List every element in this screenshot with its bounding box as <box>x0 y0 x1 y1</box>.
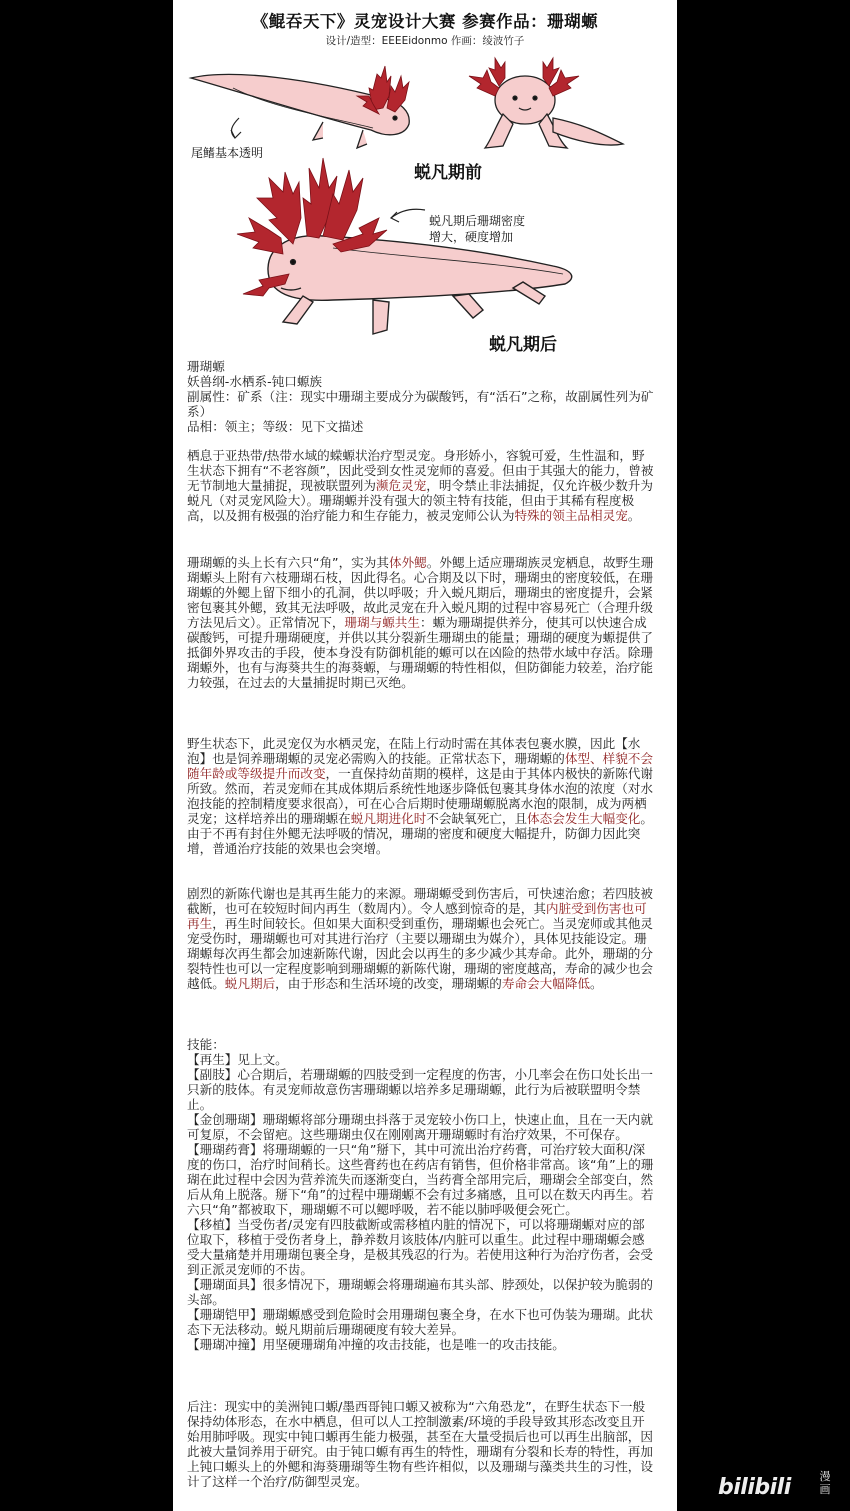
credits-line: 设计/造型：EEEEidonmo 作画：绫波竹子 <box>325 35 525 47</box>
after-label: 蜕凡期后 <box>489 335 557 355</box>
text-run: 。 <box>590 976 603 991</box>
skill-item: 【副肢】心合期后，若珊瑚螈的四肢受到一定程度的伤害，小几率会在伤口处长出一只新的肢体。有灵宠师故意伤害珊瑚螈以培养多足珊瑚螈，此行为后被联盟明令禁止。 <box>187 1067 653 1112</box>
text-run: ：螈为珊瑚提供养分，使其可以快速合成碳酸钙，可提升珊瑚硬度，并供以其分裂新生珊瑚虫的能量；珊瑚的硬度为螈提供了抵御外界攻击的手段，使本身没有防御机能的螈可以在凶险的热带水域中存活。除珊瑚螈外，也有与海葵共生的海葵螈，与珊瑚螈的特性相似，但防御能力较差，治疗能力较强，在过去的大量捕捉时期已灭绝。 <box>187 615 653 690</box>
text-run: 野生状态下，此灵宠仅为水栖灵宠，在陆上行动时需在其体表包裹水膜，因此【水泡】也是饲养珊瑚螈的灵宠必需购入的技能。正常状态下，珊瑚螈的 <box>187 736 641 766</box>
tail-note: 尾鳍基本透明 <box>191 146 264 160</box>
emphasis-run: 蜕凡期后 <box>224 976 276 991</box>
skill-item: 【珊瑚冲撞】用坚硬珊瑚角冲撞的攻击技能，也是唯一的攻击技能。 <box>187 1337 565 1352</box>
skill-item: 【金创珊瑚】珊瑚螈将部分珊瑚虫抖落于灵宠较小伤口上，快速止血，且在一天内就可复原，不会留疤。这些珊瑚虫仅在刚刚离开珊瑚螈时有治疗效果，不可保存。 <box>187 1112 653 1142</box>
axolotl-after <box>268 236 572 334</box>
species-class: 妖兽纲-水栖系-钝口螈族 <box>187 374 323 389</box>
text-run: 。由于不再有封住外鳃无法呼吸的情况，珊瑚的密度和硬度大幅提升，防御力因此突增，普通治疗技能的效果也会突增。 <box>187 811 653 856</box>
illustration-area <box>173 48 677 358</box>
skills-heading: 技能： <box>187 1037 225 1052</box>
paragraph-regeneration <box>187 886 657 991</box>
skill-item: 【珊瑚面具】很多情况下，珊瑚螈会将珊瑚遍布其头部、脖颈处，以保护较为脆弱的头部。 <box>187 1277 653 1307</box>
text-run: 。外鳃上适应珊瑚族灵宠栖息，故野生珊瑚螈头上附有六枝珊瑚石枝，因此得名。心合期及以下时，珊瑚虫的密度较低，在珊瑚螈的外鳃上留下细小的孔洞，供以呼吸；升入蜕凡期后，珊瑚虫的密度提升，会紧密包裹其外鳃，致其无法呼吸，故此灵宠在升入蜕凡期的过程中容易死亡（合理升级方法见后文）。正常情况下， <box>187 555 654 630</box>
manga-page <box>173 0 677 1511</box>
manga-watermark: 漫画 <box>819 1470 831 1496</box>
rank: 品相：领主；等级：见下文描述 <box>187 419 364 434</box>
text-run: 栖息于亚热带/热带水域的蝾螈状治疗型灵宠。身形娇小，容貌可爱，生性温和，野生状态下拥有“不老容颜”，因此受到女性灵宠师的喜爱。但由于其强大的能力，曾被无节制地大量捕捉，现被联盟列为 <box>187 448 654 493</box>
emphasis-run: 濒危灵宠 <box>375 478 427 493</box>
before-label: 蜕凡期前 <box>414 163 482 183</box>
skill-item: 【珊瑚铠甲】珊瑚螈感受到危险时会用珊瑚包裹全身，在水下也可伪装为珊瑚。此状态下无法移动。蜕凡期前后珊瑚硬度有较大差异。 <box>187 1307 653 1337</box>
page-title: 《鲲吞天下》灵宠设计大赛 参赛作品：珊瑚螈 <box>251 12 599 31</box>
emphasis-run: 特殊的领主品相灵宠 <box>514 508 628 523</box>
species-name: 珊瑚螈 <box>187 359 225 374</box>
text-run: 珊瑚螈的头上长有六只“角”，实为其 <box>187 555 389 570</box>
emphasis-run: 蜕凡期进化时 <box>350 811 427 826</box>
text-run: ，再生时间较长。但如果大面积受到重伤，珊瑚螈也会死亡。当灵宠师或其他灵宠受伤时，珊瑚螈也可对其进行治疗（主要以珊瑚虫为媒介），具体见技能设定。珊瑚螈每次再生都会加速新陈代谢，因此会以再生的多少减少其寿命。此外，珊瑚的分裂特性也可以一定程度影响到珊瑚螈的新陈代谢，珊瑚的密度越高，寿命的减少也会越低。 <box>187 916 653 991</box>
paragraph-habitat <box>187 448 657 523</box>
sub-attribute: 副属性：矿系（注：现实中珊瑚主要成分为碳酸钙，有“活石”之称，故副属性列为矿系） <box>187 389 654 419</box>
skill-item: 【移植】当受伤者/灵宠有四肢截断或需移植内脏的情况下，可以将珊瑚螈对应的部位取下，移植于受伤者身上，静养数月该肢体/内脏可以重生。此过程中珊瑚螈会感受大量痛楚并用珊瑚包裹全身，是极其残忍的行为。若使用这种行为治疗伤者，会受到正派灵宠师的不齿。 <box>187 1217 653 1277</box>
skill-item: 【珊瑚药膏】将珊瑚螈的一只“角”掰下，其中可流出治疗药膏，可治疗较大面积/深度的伤口，治疗时间稍长。这些膏药也在药店有销售，但价格非常高。该“角”上的珊瑚在此过程中会因为营养流失而逐渐变白，当药膏全部用完后，珊瑚会全部变白，然后从角上脱落。掰下“角”的过程中珊瑚螈不会有过多痛感，且可以在数天内再生。若六只“角”都被取下，珊瑚螈不可以鳃呼吸，若不能以肺呼吸便会死亡。 <box>187 1142 654 1217</box>
emphasis-run: 体型、样貌不会随年龄或等级提升而改变 <box>187 751 653 781</box>
emphasis-run: 珊瑚与螈共生 <box>344 615 420 630</box>
emphasis-run: 内脏受到伤害也可再生 <box>187 901 647 931</box>
text-run: ，明令禁止非法捕捉，仅允许极少数升为蜕凡（对灵宠风险大）。珊瑚螈并没有强大的领主特有技能，但由于其稀有程度极高，以及拥有极强的治疗能力和生存能力，被灵宠师公认为 <box>187 478 653 523</box>
text-run: ，一直保持幼苗期的模样，这是由于其体内极快的新陈代谢所致。然而，若灵宠师在其成体期后系统性地逐步降低包裹其身体水泡的浓度（对水泡技能的控制精度要求很高），可在心合后期时使珊瑚螈脱离水泡的限制，成为两栖灵宠；这样培养出的珊瑚螈在 <box>187 766 653 826</box>
skill-item: 【再生】见上文。 <box>187 1052 288 1067</box>
emphasis-run: 体外鳃 <box>388 555 427 570</box>
afterword: 后注：现实中的美洲钝口螈/墨西哥钝口螈又被称为“六角恐龙”，在野生状态下一般保持幼体形态，在水中栖息，但可以人工控制激素/环境的手段导致其形态改变且开始用肺呼吸。现实中钝口螈再生能力极强，甚至在大量受损后也可以再生出脑部，因此被大量饲养用于研究。由于钝口螈有再生的特性，珊瑚有分裂和长寿的特性，再加上钝口螈头上的外鳃和海葵珊瑚等生物有些许相似，以及珊瑚与藻类共生的习性，设计了这样一个治疗/防御型灵宠。 <box>187 1399 653 1489</box>
after-note-line1: 蜕凡期后珊瑚密度 <box>429 214 526 228</box>
text-run: 剧烈的新陈代谢也是其再生能力的来源。珊瑚螈受到伤害后，可快速治愈；若四肢被截断，也可在较短时间内再生（数周内）。令人感到惊奇的是，其 <box>187 886 653 916</box>
paragraph-wild-state <box>187 736 657 856</box>
axolotl-illustration <box>173 48 677 358</box>
bilibili-logo: bilibili <box>718 1475 791 1500</box>
info-block <box>187 359 657 434</box>
emphasis-run: 体态会发生大幅变化 <box>527 811 641 826</box>
text-run: 不会缺氧死亡，且 <box>426 811 528 826</box>
text-run: 。 <box>627 508 641 523</box>
paragraph-gills <box>187 555 657 690</box>
text-run: ，由于形态和生活环境的改变，珊瑚螈的 <box>275 976 502 991</box>
after-note-line2: 增大，硬度增加 <box>429 230 514 244</box>
emphasis-run: 寿命会大幅降低 <box>501 976 590 991</box>
skills-section <box>187 1037 657 1352</box>
